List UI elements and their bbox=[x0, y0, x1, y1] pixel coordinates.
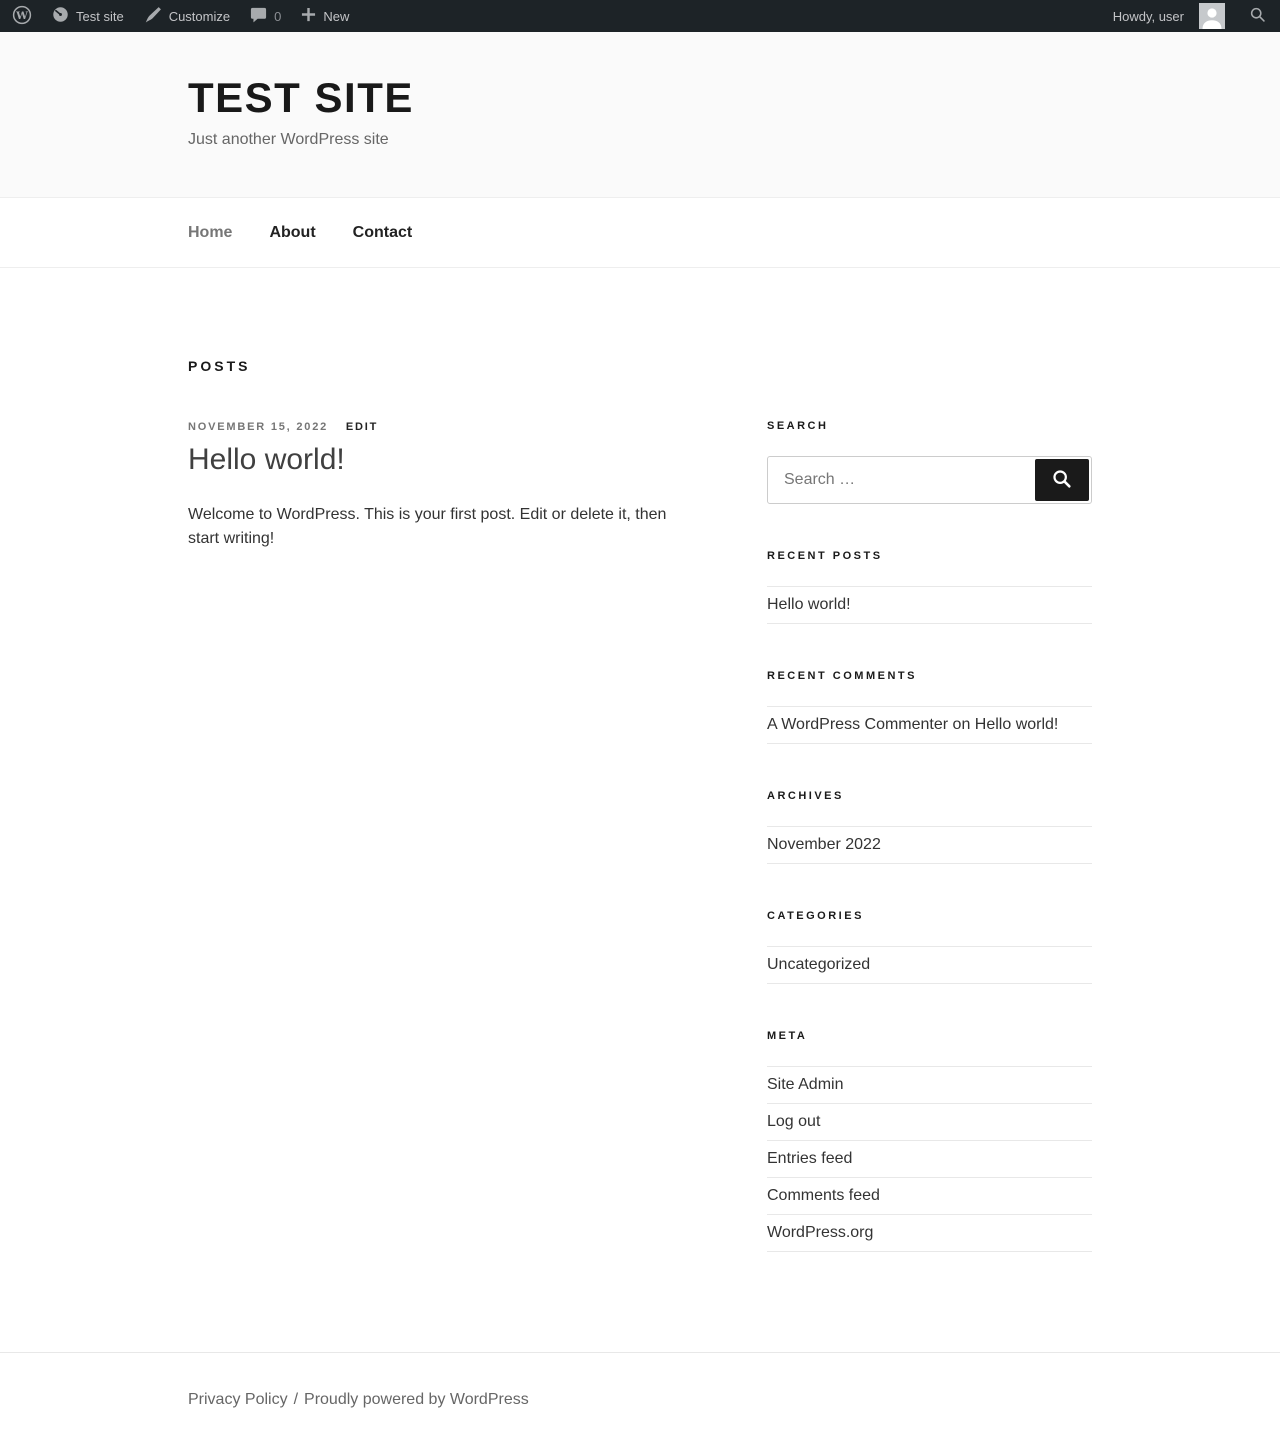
search-widget bbox=[767, 420, 1092, 504]
site-title-link[interactable] bbox=[188, 74, 1280, 121]
list-item bbox=[767, 827, 1092, 864]
recent-posts-list bbox=[767, 586, 1092, 624]
post-date-link[interactable]: NOVEMBER 15, 2022 bbox=[188, 421, 329, 433]
recent-comments-title: RECENT COMMENTS bbox=[767, 670, 917, 682]
meta-comments-feed-link[interactable]: Comments feed bbox=[767, 1187, 880, 1204]
meta-entries-feed-link[interactable]: Entries feed bbox=[767, 1150, 853, 1167]
admin-bar-site-name[interactable] bbox=[42, 0, 134, 32]
new-label: New bbox=[323, 8, 350, 24]
meta-wordpress-org-link[interactable]: WordPress.org bbox=[767, 1224, 874, 1241]
search-form bbox=[767, 456, 1092, 504]
site-tagline: Just another WordPress site bbox=[188, 131, 389, 148]
site-title: TEST SITE bbox=[188, 74, 414, 121]
main-navigation bbox=[0, 197, 1280, 268]
site-header bbox=[0, 32, 1280, 197]
archives-title: ARCHIVES bbox=[767, 790, 844, 802]
search-widget-title: SEARCH bbox=[767, 420, 829, 432]
sidebar bbox=[767, 420, 1092, 1252]
list-item bbox=[767, 1178, 1092, 1215]
dashboard-gauge-icon bbox=[52, 6, 69, 26]
footer-separator: / bbox=[293, 1391, 299, 1408]
customize-button[interactable] bbox=[134, 0, 240, 32]
list-item bbox=[767, 587, 1092, 624]
archives-widget bbox=[767, 790, 1092, 864]
user-avatar bbox=[1199, 3, 1225, 29]
new-content-button[interactable] bbox=[291, 0, 359, 32]
recent-posts-title: RECENT POSTS bbox=[767, 550, 883, 562]
categories-list bbox=[767, 946, 1092, 984]
categories-title: CATEGORIES bbox=[767, 910, 864, 922]
comments-count: 0 bbox=[274, 8, 282, 24]
search-icon bbox=[1249, 6, 1266, 26]
wordpress-logo-icon bbox=[12, 5, 32, 28]
posts-column bbox=[188, 358, 693, 1252]
admin-search-button[interactable] bbox=[1243, 0, 1272, 32]
customize-label: Customize bbox=[168, 8, 231, 24]
recent-post-link[interactable]: Hello world! bbox=[767, 596, 851, 613]
search-submit-icon bbox=[1051, 468, 1073, 493]
nav-item-about[interactable]: About bbox=[269, 223, 316, 241]
recent-posts-widget bbox=[767, 550, 1092, 624]
comment-bubble-icon bbox=[250, 7, 267, 26]
list-item bbox=[767, 707, 1092, 744]
nav-item-home[interactable]: Home bbox=[188, 223, 233, 241]
list-item bbox=[767, 1141, 1092, 1178]
post-title-link[interactable]: Hello world! bbox=[188, 443, 345, 476]
archive-link[interactable]: November 2022 bbox=[767, 836, 881, 853]
list-item bbox=[767, 947, 1092, 984]
post-body: Welcome to WordPress. This is your first post. Edit or delete it, then start writing! bbox=[188, 506, 667, 547]
categories-widget bbox=[767, 910, 1092, 984]
powered-by-link[interactable]: Proudly powered by WordPress bbox=[304, 1391, 529, 1408]
comment-post-link[interactable]: Hello world! bbox=[974, 716, 1059, 733]
meta-log-out-link[interactable]: Log out bbox=[767, 1113, 821, 1130]
post-edit-link[interactable]: EDIT bbox=[345, 421, 379, 433]
plus-icon bbox=[301, 7, 316, 25]
comments-button[interactable] bbox=[240, 0, 291, 32]
comment-connector: on bbox=[948, 716, 975, 733]
recent-comments-list bbox=[767, 706, 1092, 744]
svg-text:W: W bbox=[16, 9, 28, 22]
list-item bbox=[767, 1067, 1092, 1104]
privacy-policy-link[interactable]: Privacy Policy bbox=[188, 1391, 288, 1408]
search-submit-button[interactable] bbox=[1035, 459, 1089, 501]
wordpress-menu-button[interactable] bbox=[2, 0, 42, 32]
paintbrush-icon bbox=[144, 6, 162, 27]
archives-list bbox=[767, 826, 1092, 864]
admin-bar-right bbox=[1103, 0, 1272, 32]
meta-widget bbox=[767, 1030, 1092, 1252]
meta-title: META bbox=[767, 1030, 808, 1042]
list-item bbox=[767, 1215, 1092, 1252]
nav-item-contact[interactable]: Contact bbox=[352, 223, 413, 241]
category-link[interactable]: Uncategorized bbox=[767, 956, 871, 973]
page-title: POSTS bbox=[188, 358, 251, 374]
post-title bbox=[188, 442, 693, 478]
content-area bbox=[188, 268, 1092, 1352]
my-account-button[interactable] bbox=[1103, 0, 1235, 32]
entry-meta bbox=[188, 421, 693, 433]
admin-bar bbox=[0, 0, 1280, 32]
meta-list bbox=[767, 1066, 1092, 1252]
comment-author-link[interactable]: A WordPress Commenter bbox=[767, 716, 949, 733]
site-footer bbox=[0, 1352, 1280, 1449]
meta-site-admin-link[interactable]: Site Admin bbox=[767, 1076, 844, 1093]
howdy-user-label: Howdy, user bbox=[1112, 8, 1184, 24]
list-item bbox=[767, 1104, 1092, 1141]
recent-comments-widget bbox=[767, 670, 1092, 744]
site-name-label: Test site bbox=[76, 8, 124, 24]
post-article bbox=[188, 421, 693, 551]
